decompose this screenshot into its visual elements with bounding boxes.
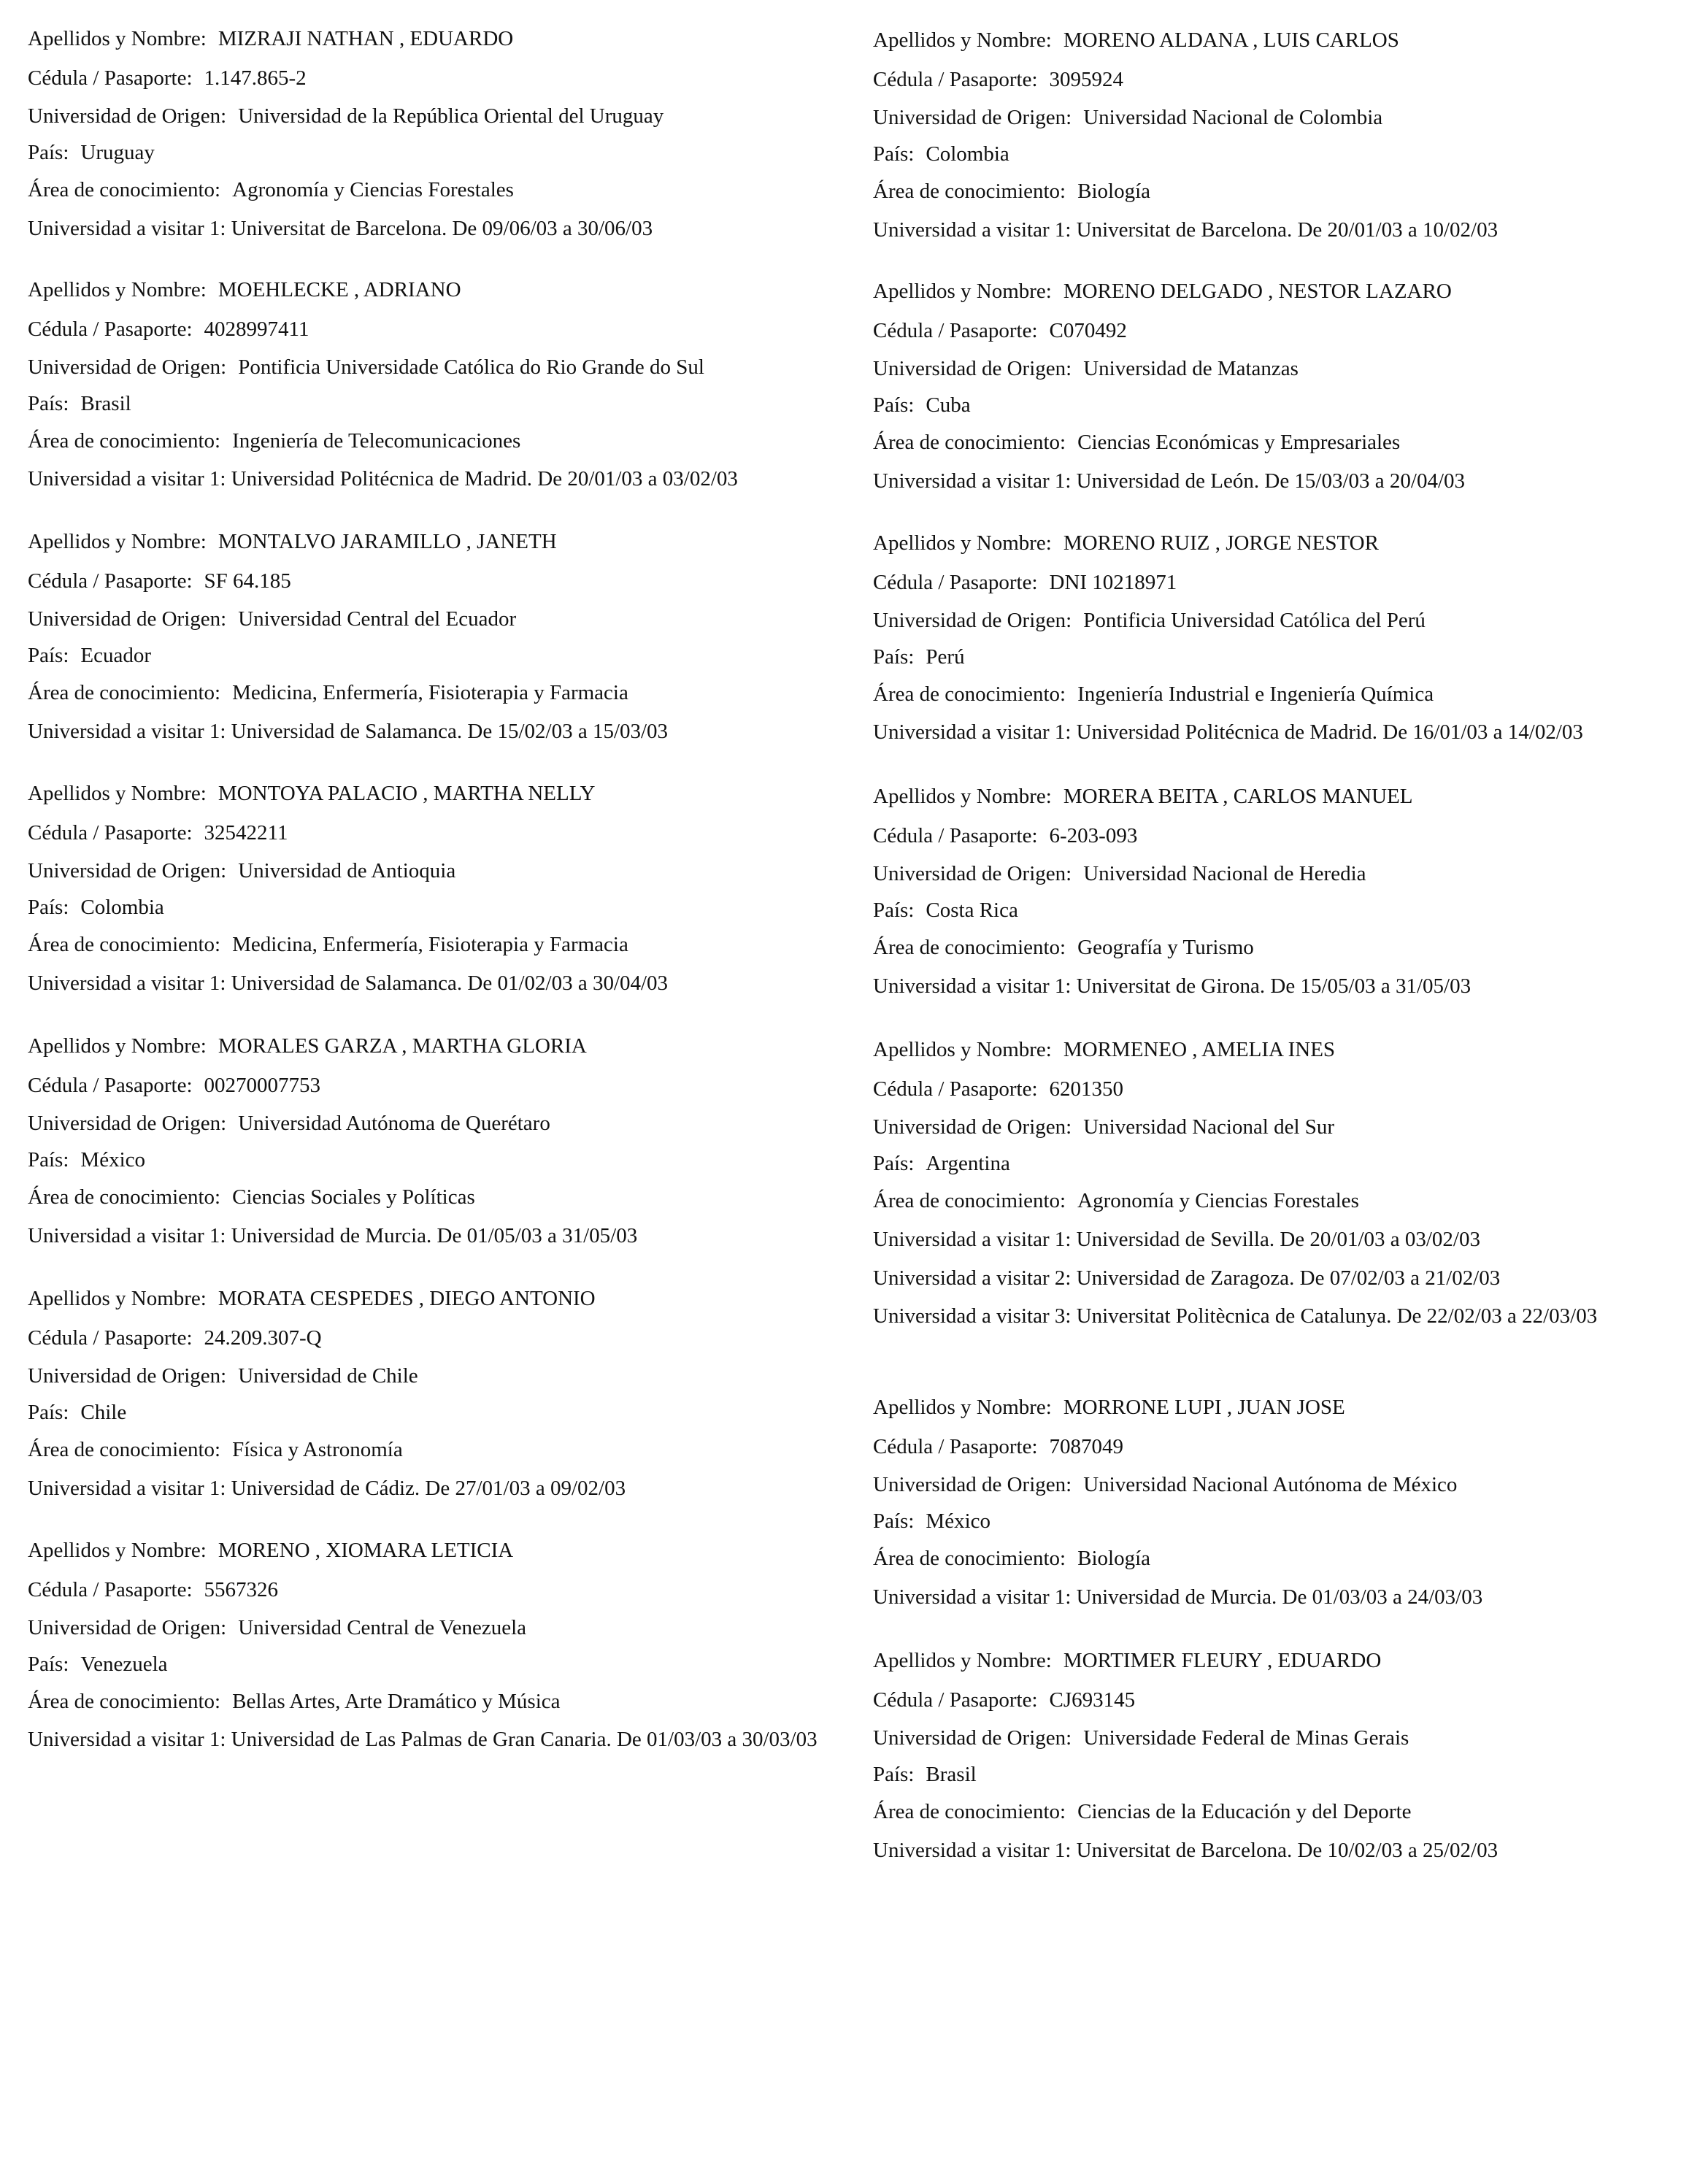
visit-value: Universidad de Murcia. De 01/05/03 a 31/05/03 <box>231 1224 638 1247</box>
visit-label: Universidad a visitar 1: <box>873 469 1077 493</box>
id-passport-line <box>28 569 860 593</box>
origin-university-value: Universidade Federal de Minas Gerais <box>1083 1726 1409 1750</box>
country-line <box>28 1147 860 1172</box>
applicant-name-label: Apellidos y Nombre: <box>28 278 207 301</box>
applicant-name-value: MORENO ALDANA , LUIS CARLOS <box>1063 28 1399 52</box>
visit-university-line <box>28 1728 860 1751</box>
knowledge-area-label: Área de conocimiento: <box>28 933 221 956</box>
id-passport-label: Cédula / Pasaporte: <box>873 824 1038 847</box>
visit-label: Universidad a visitar 1: <box>873 1585 1077 1609</box>
id-passport-line <box>28 317 860 342</box>
knowledge-area-label: Área de conocimiento: <box>873 431 1066 454</box>
id-passport-value: DNI 10218971 <box>1049 571 1177 594</box>
applicant-name-value: MORTIMER FLEURY , EDUARDO <box>1063 1649 1382 1672</box>
id-passport-value: 1.147.865-2 <box>204 66 307 90</box>
applicant-name-line <box>873 531 1690 555</box>
id-passport-line <box>873 823 1690 848</box>
visit-university-line <box>873 1585 1690 1609</box>
country-value: Costa Rica <box>926 899 1018 922</box>
applicant-name-value: MONTOYA PALACIO , MARTHA NELLY <box>218 782 596 805</box>
id-passport-value: 6201350 <box>1049 1077 1124 1101</box>
id-passport-label: Cédula / Pasaporte: <box>873 1435 1038 1458</box>
knowledge-area-line <box>28 1437 860 1462</box>
origin-university-value: Universidad de la República Oriental del Uruguay <box>238 104 664 128</box>
applicant-name-value: MONTALVO JARAMILLO , JANETH <box>218 530 557 553</box>
applicant-name-label: Apellidos y Nombre: <box>873 1396 1052 1419</box>
applicant-name-line <box>28 26 860 51</box>
applicant-name-line <box>28 1286 860 1311</box>
country-value: Ecuador <box>80 644 152 667</box>
applicant-name-line <box>873 784 1690 809</box>
applicant-name-label: Apellidos y Nombre: <box>873 531 1052 555</box>
origin-university-line <box>28 607 860 631</box>
visit-label: Universidad a visitar 2: <box>873 1266 1077 1290</box>
visit-university-line <box>873 1227 1690 1252</box>
id-passport-line <box>873 1688 1690 1712</box>
visit-value: Universidad de Cádiz. De 27/01/03 a 09/02/03 <box>231 1477 626 1500</box>
id-passport-value: 3095924 <box>1049 68 1124 91</box>
applicant-name-label: Apellidos y Nombre: <box>28 1287 207 1310</box>
visit-value: Universidad de León. De 15/03/03 a 20/04/03 <box>1076 469 1466 493</box>
id-passport-label: Cédula / Pasaporte: <box>28 66 193 90</box>
origin-university-value: Universidad Nacional del Sur <box>1083 1115 1335 1139</box>
country-line <box>873 142 1690 166</box>
origin-university-line <box>873 105 1690 130</box>
visit-label: Universidad a visitar 1: <box>28 467 231 491</box>
country-label: País: <box>873 1152 915 1175</box>
origin-university-label: Universidad de Origen: <box>873 1473 1072 1496</box>
id-passport-label: Cédula / Pasaporte: <box>28 569 193 593</box>
id-passport-label: Cédula / Pasaporte: <box>28 1326 193 1350</box>
applicant-name-line <box>873 1395 1690 1420</box>
applicant-name-line <box>28 277 860 302</box>
applicant-name-value: MOEHLECKE , ADRIANO <box>218 278 461 301</box>
id-passport-line <box>873 1077 1690 1101</box>
applicant-name-line <box>28 1034 860 1058</box>
applicant-name-value: MORENO DELGADO , NESTOR LAZARO <box>1063 280 1452 303</box>
country-value: Colombia <box>926 142 1009 166</box>
visit-university-line <box>28 216 860 241</box>
knowledge-area-value: Biología <box>1077 1547 1151 1570</box>
visit-university-line <box>873 1266 1690 1290</box>
origin-university-value: Universidad de Antioquia <box>238 859 456 882</box>
visit-value: Universitat de Barcelona. De 10/02/03 a 25/02/03 <box>1076 1839 1499 1862</box>
country-label: País: <box>873 1763 915 1786</box>
applicant-name-value: MIZRAJI NATHAN , EDUARDO <box>218 27 514 50</box>
id-passport-label: Cédula / Pasaporte: <box>28 821 193 845</box>
applicant-name-value: MORENO , XIOMARA LETICIA <box>218 1539 514 1562</box>
knowledge-area-line <box>873 935 1690 960</box>
knowledge-area-label: Área de conocimiento: <box>28 1185 221 1209</box>
applicant-name-label: Apellidos y Nombre: <box>873 28 1052 52</box>
origin-university-label: Universidad de Origen: <box>873 357 1072 380</box>
origin-university-value: Universidad Central de Venezuela <box>238 1616 527 1639</box>
origin-university-label: Universidad de Origen: <box>28 355 227 379</box>
country-value: Chile <box>80 1401 127 1424</box>
id-passport-line <box>28 1326 860 1350</box>
id-passport-line <box>28 1577 860 1602</box>
applicant-name-value: MORMENEO , AMELIA INES <box>1063 1038 1336 1061</box>
origin-university-value: Universidad Nacional de Colombia <box>1083 106 1383 129</box>
origin-university-value: Universidad de Chile <box>238 1364 418 1388</box>
origin-university-line <box>873 1472 1690 1497</box>
origin-university-line <box>873 356 1690 381</box>
applicant-name-label: Apellidos y Nombre: <box>873 1649 1052 1672</box>
origin-university-label: Universidad de Origen: <box>28 1112 227 1135</box>
visit-label: Universidad a visitar 1: <box>28 217 231 240</box>
id-passport-line <box>873 318 1690 343</box>
country-label: País: <box>873 142 915 166</box>
applicant-name-value: MORERA BEITA , CARLOS MANUEL <box>1063 785 1413 808</box>
knowledge-area-label: Área de conocimiento: <box>873 180 1066 203</box>
knowledge-area-value: Ciencias Económicas y Empresariales <box>1077 431 1401 454</box>
knowledge-area-value: Medicina, Enfermería, Fisioterapia y Farmacia <box>232 933 628 956</box>
visit-value: Universidad Politécnica de Madrid. De 20/01/03 a 03/02/03 <box>231 467 738 491</box>
country-value: Brasil <box>926 1763 977 1786</box>
id-passport-line <box>873 67 1690 92</box>
knowledge-area-label: Área de conocimiento: <box>28 1690 221 1713</box>
visit-label: Universidad a visitar 1: <box>873 720 1077 744</box>
knowledge-area-value: Geografía y Turismo <box>1077 936 1254 959</box>
id-passport-value: CJ693145 <box>1049 1688 1136 1712</box>
applicant-name-label: Apellidos y Nombre: <box>28 27 207 50</box>
origin-university-line <box>28 104 860 128</box>
visit-label: Universidad a visitar 1: <box>873 974 1077 998</box>
visit-value: Universidad de Zaragoza. De 07/02/03 a 21/02/03 <box>1076 1266 1501 1290</box>
visit-label: Universidad a visitar 1: <box>873 1839 1077 1862</box>
country-line <box>873 645 1690 669</box>
country-label: País: <box>873 393 915 417</box>
id-passport-value: 4028997411 <box>204 318 309 341</box>
applicant-name-value: MORALES GARZA , MARTHA GLORIA <box>218 1034 587 1058</box>
origin-university-value: Universidad Nacional Autónoma de México <box>1083 1473 1458 1496</box>
visit-value: Universidad Politécnica de Madrid. De 16/01/03 a 14/02/03 <box>1076 720 1583 744</box>
visit-label: Universidad a visitar 1: <box>28 720 231 743</box>
id-passport-label: Cédula / Pasaporte: <box>873 1077 1038 1101</box>
knowledge-area-line <box>873 430 1690 455</box>
country-line <box>28 643 860 668</box>
id-passport-line <box>28 1073 860 1098</box>
visit-label: Universidad a visitar 1: <box>28 1224 231 1247</box>
origin-university-label: Universidad de Origen: <box>28 859 227 882</box>
applicant-name-value: MORRONE LUPI , JUAN JOSE <box>1063 1396 1345 1419</box>
country-value: Perú <box>926 645 965 669</box>
visit-value: Universitat Politècnica de Catalunya. De 22/02/03 a 22/03/03 <box>1076 1304 1598 1328</box>
origin-university-label: Universidad de Origen: <box>873 862 1072 885</box>
visit-university-line <box>28 971 860 996</box>
visit-university-line <box>28 467 860 491</box>
id-passport-line <box>28 820 860 845</box>
knowledge-area-value: Bellas Artes, Arte Dramático y Música <box>232 1690 561 1713</box>
country-value: Colombia <box>80 896 164 919</box>
visit-university-line <box>873 1838 1690 1863</box>
origin-university-label: Universidad de Origen: <box>873 1115 1072 1139</box>
visit-value: Universitat de Barcelona. De 20/01/03 a 10/02/03 <box>1076 218 1499 242</box>
knowledge-area-line <box>873 682 1690 707</box>
knowledge-area-value: Ingeniería Industrial e Ingeniería Química <box>1077 682 1434 706</box>
origin-university-value: Universidad Central del Ecuador <box>238 607 517 631</box>
applicant-name-label: Apellidos y Nombre: <box>873 785 1052 808</box>
knowledge-area-line <box>28 1185 860 1209</box>
country-line <box>873 393 1690 418</box>
country-line <box>873 1762 1690 1787</box>
applicant-name-line <box>873 279 1690 304</box>
origin-university-label: Universidad de Origen: <box>28 1616 227 1639</box>
country-value: Argentina <box>926 1152 1010 1175</box>
knowledge-area-label: Área de conocimiento: <box>873 1189 1066 1212</box>
knowledge-area-line <box>873 1188 1690 1213</box>
country-value: México <box>926 1509 990 1533</box>
country-label: País: <box>873 645 915 669</box>
origin-university-label: Universidad de Origen: <box>28 607 227 631</box>
visit-label: Universidad a visitar 3: <box>873 1304 1077 1328</box>
origin-university-line <box>873 608 1690 633</box>
country-label: País: <box>28 1148 69 1172</box>
country-label: País: <box>873 1509 915 1533</box>
origin-university-line <box>28 355 860 380</box>
origin-university-line <box>28 1111 860 1136</box>
knowledge-area-line <box>873 179 1690 204</box>
knowledge-area-label: Área de conocimiento: <box>28 178 221 201</box>
knowledge-area-line <box>28 932 860 957</box>
knowledge-area-line <box>28 428 860 453</box>
origin-university-value: Pontificia Universidade Católica do Rio Grande do Sul <box>238 355 704 379</box>
id-passport-value: C070492 <box>1049 319 1127 342</box>
knowledge-area-value: Física y Astronomía <box>232 1438 403 1461</box>
origin-university-line <box>873 1115 1690 1139</box>
visit-label: Universidad a visitar 1: <box>873 1228 1077 1251</box>
id-passport-label: Cédula / Pasaporte: <box>28 318 193 341</box>
id-passport-label: Cédula / Pasaporte: <box>873 319 1038 342</box>
visit-value: Universitat de Barcelona. De 09/06/03 a 30/06/03 <box>231 217 653 240</box>
applicant-name-value: MORENO RUIZ , JORGE NESTOR <box>1063 531 1379 555</box>
applicant-name-line <box>28 529 860 554</box>
country-label: País: <box>28 1401 69 1424</box>
origin-university-line <box>28 1615 860 1640</box>
origin-university-value: Pontificia Universidad Católica del Perú <box>1083 609 1426 632</box>
knowledge-area-label: Área de conocimiento: <box>28 429 221 453</box>
country-label: País: <box>28 392 69 415</box>
visit-label: Universidad a visitar 1: <box>28 972 231 995</box>
knowledge-area-label: Área de conocimiento: <box>28 681 221 704</box>
applicant-name-label: Apellidos y Nombre: <box>28 530 207 553</box>
country-value: México <box>80 1148 145 1172</box>
visit-label: Universidad a visitar 1: <box>28 1477 231 1500</box>
visit-value: Universidad de Salamanca. De 01/02/03 a 30/04/03 <box>231 972 669 995</box>
id-passport-label: Cédula / Pasaporte: <box>28 1578 193 1601</box>
visit-university-line <box>873 974 1690 999</box>
origin-university-label: Universidad de Origen: <box>873 1726 1072 1750</box>
id-passport-value: SF 64.185 <box>204 569 291 593</box>
origin-university-label: Universidad de Origen: <box>873 106 1072 129</box>
id-passport-value: 32542211 <box>204 821 288 845</box>
country-line <box>873 1151 1690 1176</box>
origin-university-line <box>873 1726 1690 1750</box>
applicant-name-line <box>873 1648 1690 1673</box>
id-passport-line <box>28 66 860 91</box>
knowledge-area-label: Área de conocimiento: <box>873 1547 1066 1570</box>
visit-university-line <box>28 1223 860 1248</box>
country-label: País: <box>28 896 69 919</box>
visit-university-line <box>873 218 1690 242</box>
visit-label: Universidad a visitar 1: <box>28 1728 231 1751</box>
knowledge-area-label: Área de conocimiento: <box>873 936 1066 959</box>
applicant-name-label: Apellidos y Nombre: <box>28 1539 207 1562</box>
knowledge-area-label: Área de conocimiento: <box>28 1438 221 1461</box>
id-passport-label: Cédula / Pasaporte: <box>873 571 1038 594</box>
visit-university-line <box>873 720 1690 744</box>
origin-university-value: Universidad Autónoma de Querétaro <box>238 1112 550 1135</box>
country-label: País: <box>873 899 915 922</box>
origin-university-value: Universidad Nacional de Heredia <box>1083 862 1366 885</box>
country-label: País: <box>28 1653 69 1676</box>
country-line <box>28 391 860 416</box>
knowledge-area-line <box>28 177 860 202</box>
origin-university-value: Universidad de Matanzas <box>1083 357 1299 380</box>
visit-value: Universidad de Sevilla. De 20/01/03 a 03/02/03 <box>1076 1228 1480 1251</box>
visit-university-line <box>873 469 1690 493</box>
applicant-name-label: Apellidos y Nombre: <box>28 782 207 805</box>
country-value: Venezuela <box>80 1653 168 1676</box>
id-passport-label: Cédula / Pasaporte: <box>873 1688 1038 1712</box>
applicant-name-label: Apellidos y Nombre: <box>28 1034 207 1058</box>
applicant-name-line <box>873 28 1690 53</box>
country-value: Brasil <box>80 392 131 415</box>
knowledge-area-value: Ingeniería de Telecomunicaciones <box>232 429 521 453</box>
knowledge-area-line <box>28 680 860 705</box>
origin-university-label: Universidad de Origen: <box>873 609 1072 632</box>
id-passport-value: 6-203-093 <box>1049 824 1138 847</box>
applicant-name-line <box>28 781 860 806</box>
applicant-name-label: Apellidos y Nombre: <box>873 1038 1052 1061</box>
country-value: Cuba <box>926 393 971 417</box>
knowledge-area-value: Agronomía y Ciencias Forestales <box>232 178 514 201</box>
knowledge-area-label: Área de conocimiento: <box>873 682 1066 706</box>
visit-university-line <box>28 1476 860 1501</box>
id-passport-value: 7087049 <box>1049 1435 1124 1458</box>
country-line <box>873 1509 1690 1534</box>
visit-value: Universidad de Las Palmas de Gran Canaria. De 01/03/03 a 30/03/03 <box>231 1728 818 1751</box>
knowledge-area-label: Área de conocimiento: <box>873 1800 1066 1823</box>
id-passport-label: Cédula / Pasaporte: <box>28 1074 193 1097</box>
visit-university-line <box>28 719 860 744</box>
origin-university-line <box>28 858 860 883</box>
country-line <box>28 1400 860 1425</box>
id-passport-label: Cédula / Pasaporte: <box>873 68 1038 91</box>
knowledge-area-value: Agronomía y Ciencias Forestales <box>1077 1189 1359 1212</box>
country-line <box>28 140 860 165</box>
id-passport-line <box>873 1434 1690 1459</box>
origin-university-label: Universidad de Origen: <box>28 104 227 128</box>
knowledge-area-value: Ciencias Sociales y Políticas <box>232 1185 475 1209</box>
applicant-name-label: Apellidos y Nombre: <box>873 280 1052 303</box>
id-passport-line <box>873 570 1690 595</box>
id-passport-value: 00270007753 <box>204 1074 321 1097</box>
applicant-name-line <box>873 1037 1690 1062</box>
visit-label: Universidad a visitar 1: <box>873 218 1077 242</box>
applicant-name-line <box>28 1538 860 1563</box>
knowledge-area-value: Biología <box>1077 180 1151 203</box>
id-passport-value: 5567326 <box>204 1578 279 1601</box>
knowledge-area-value: Medicina, Enfermería, Fisioterapia y Farmacia <box>232 681 628 704</box>
country-line <box>873 898 1690 923</box>
country-label: País: <box>28 141 69 164</box>
origin-university-line <box>873 861 1690 886</box>
country-line <box>28 895 860 920</box>
origin-university-label: Universidad de Origen: <box>28 1364 227 1388</box>
id-passport-value: 24.209.307-Q <box>204 1326 322 1350</box>
applicant-name-value: MORATA CESPEDES , DIEGO ANTONIO <box>218 1287 596 1310</box>
country-label: País: <box>28 644 69 667</box>
knowledge-area-line <box>28 1689 860 1714</box>
visit-value: Universidad de Salamanca. De 15/02/03 a 15/03/03 <box>231 720 669 743</box>
origin-university-line <box>28 1363 860 1388</box>
knowledge-area-value: Ciencias de la Educación y del Deporte <box>1077 1800 1412 1823</box>
visit-university-line <box>873 1304 1690 1328</box>
visit-value: Universidad de Murcia. De 01/03/03 a 24/03/03 <box>1076 1585 1483 1609</box>
country-value: Uruguay <box>80 141 155 164</box>
knowledge-area-line <box>873 1799 1690 1824</box>
knowledge-area-line <box>873 1546 1690 1571</box>
visit-value: Universitat de Girona. De 15/05/03 a 31/05/03 <box>1076 974 1472 998</box>
country-line <box>28 1652 860 1677</box>
